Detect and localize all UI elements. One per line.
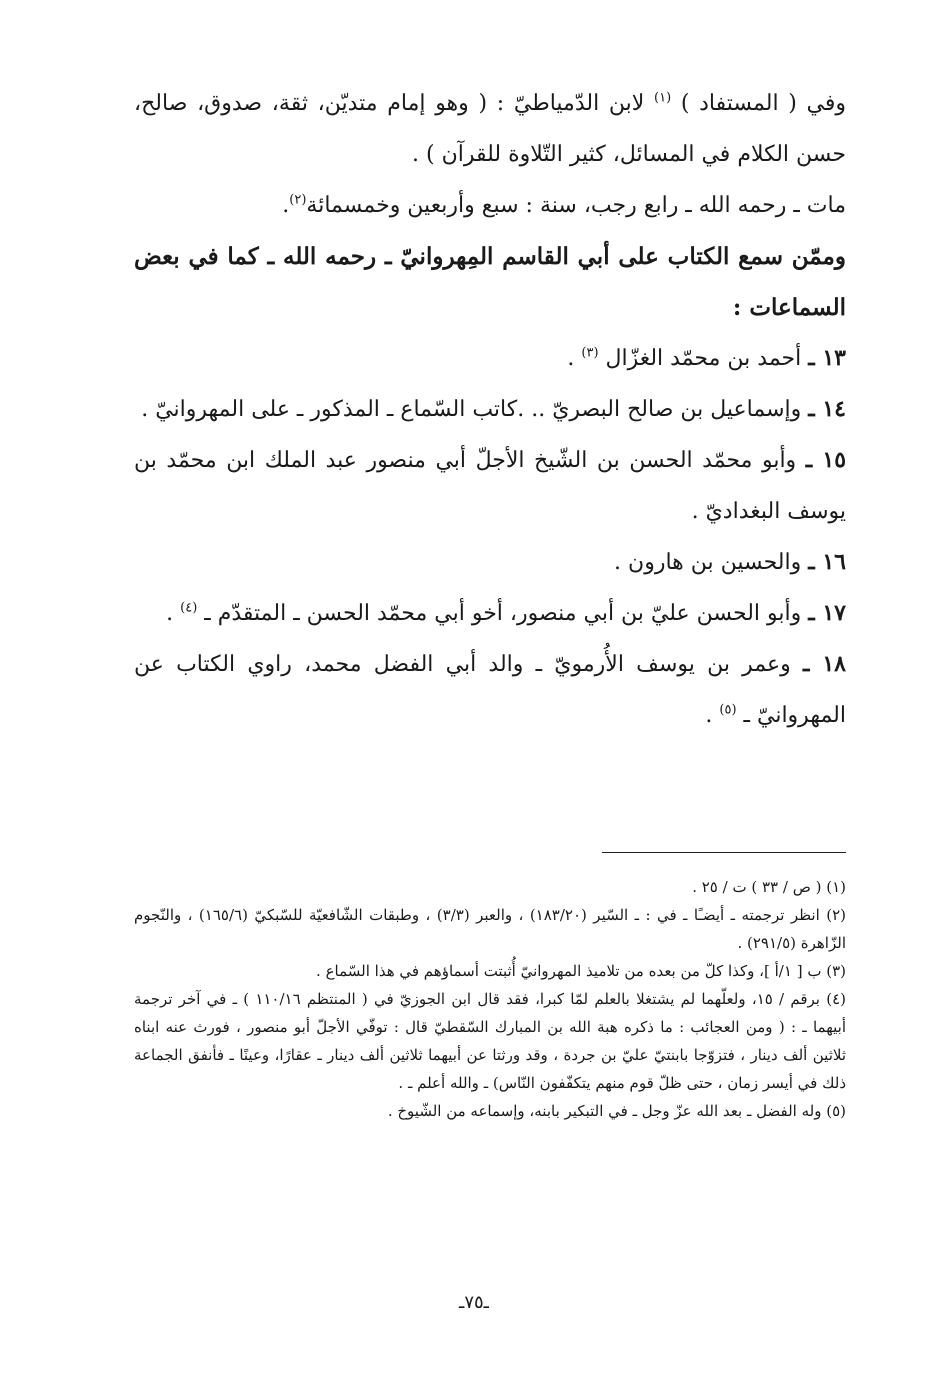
- list-item-18: [134, 639, 846, 741]
- item-number: ١٤ ـ: [808, 396, 846, 422]
- list-item-16: [134, 537, 846, 588]
- footnote-ref-2[interactable]: (٢): [289, 192, 307, 208]
- item-number: ١٨ ـ: [803, 651, 846, 677]
- page-number: ـ٧٥ـ: [459, 1292, 489, 1313]
- section-heading: وممّن سمع الكتاب على أبي القاسم المِهروانيّ ـ رحمه الله ـ كما في بعض السماعات :: [134, 243, 846, 321]
- footnotes: [134, 873, 846, 1125]
- footnote-ref-4[interactable]: (٤): [180, 600, 198, 616]
- item-number: ١٧ ـ: [808, 600, 846, 626]
- footnote-2: (٢) انظر ترجمته ـ أيضـًا ـ في : ـ السّير (١٨٣/٢٠) ، والعبر (٣/٣) ، وطبقات الشّافعيّة للسّبكيّ (١٦٥/٦) ، والنّجوم الزّاهرة (٢٩١/٥) .: [134, 906, 846, 952]
- paragraph-text: وأبو الحسن عليّ بن أبي منصور، أخو أبي محمّد الحسن ـ المتقدّم ـ: [197, 601, 809, 626]
- paragraph-text: وأبو محمّد الحسن بن الشّيخ الأجلّ أبي منصور عبد الملك ابن محمّد بن يوسف البغداديّ .: [134, 448, 846, 524]
- item-number: ١٦ ـ: [808, 549, 846, 575]
- paragraph-death: [134, 180, 846, 231]
- paragraph-text: وعمر بن يوسف الأُرمويّ ـ والد أبي الفضل محمد، راوي الكتاب عن المهروانيّ ـ: [134, 652, 846, 728]
- footnote-separator: [602, 852, 846, 853]
- footnote-5: (٥) وله الفضل ـ بعد الله عزّ وجل ـ في التبكير بابنه، وإسماعه من الشّيوخ .: [387, 1102, 846, 1120]
- main-text: [134, 78, 846, 741]
- footnote-4: (٤) برقم / ١٥، ولعلّهما لم يشتغلا بالعلم لمّا كبرا، فقد قال ابن الجوزيّ في ( المنتظم ١١٠/١٦ ) ـ في آخر ترجمة أبيهما ـ : ( ومن العجائب : ما ذكره هبة الله بن المبارك السّقطيّ قال : توفّي الأجلّ أبو منصور ، فورث عنه ابناه ثلاثين ألف دينار ، فتزوّجا بابنتيّ عليّ بن جردة ، وقد ورثتا عن أبيهما ثلاثين ألف دينار ـ عقارًا، وعينًا ـ فأنفق الجماعة ذلك في أيسر زمان ، حتى ظلّ قوم منهم يتكفّفون النّاس) ـ والله أعلم ـ .: [134, 990, 846, 1092]
- list-item-15: [134, 435, 846, 537]
- item-number: ١٣ ـ: [808, 345, 846, 371]
- footnote-ref-5[interactable]: (٥): [719, 702, 737, 718]
- footnote-ref-3[interactable]: (٣): [581, 345, 599, 361]
- paragraph-text: أحمد بن محمّد الغزّال: [598, 346, 809, 371]
- paragraph-text: وفي ( المستفاد ): [671, 91, 847, 116]
- paragraph-text: .: [705, 703, 720, 728]
- footnote-1: (١) ( ص / ٣٣ ) ت / ٢٥ .: [692, 878, 846, 896]
- paragraph-mustafad: [134, 78, 846, 180]
- footnote-ref-1[interactable]: (١): [654, 90, 672, 106]
- paragraph-text: .: [282, 193, 290, 218]
- paragraph-text: والحسين بن هارون .: [614, 550, 809, 575]
- list-item-17: [134, 588, 846, 639]
- paragraph-text: لابن الدّمياطيّ : ( وهو إمام متديّن، ثقة، صدوق، صالح، حسن الكلام في المسائل، كثير التّلاوة للقرآن ) .: [134, 91, 846, 167]
- item-number: ١٥ ـ: [805, 447, 847, 473]
- list-item-13: [134, 333, 846, 384]
- paragraph-text: وإسماعيل بن صالح البصريّ .. .كاتب السّماع ـ المذكور ـ على المهروانيّ .: [141, 397, 809, 422]
- paragraph-text: مات ـ رحمه الله ـ رابع رجب، سنة : سبع وأربعين وخمسمائة: [306, 193, 846, 218]
- list-item-14: [134, 384, 846, 435]
- paragraph-text: .: [166, 601, 181, 626]
- paragraph-text: .: [567, 346, 582, 371]
- footnote-3: (٣) ب [ ١/أ ]، وكذا كلّ من بعده من تلاميذ المهروانيّ أُثبتت أسماؤهم في هذا السّماع .: [316, 962, 846, 980]
